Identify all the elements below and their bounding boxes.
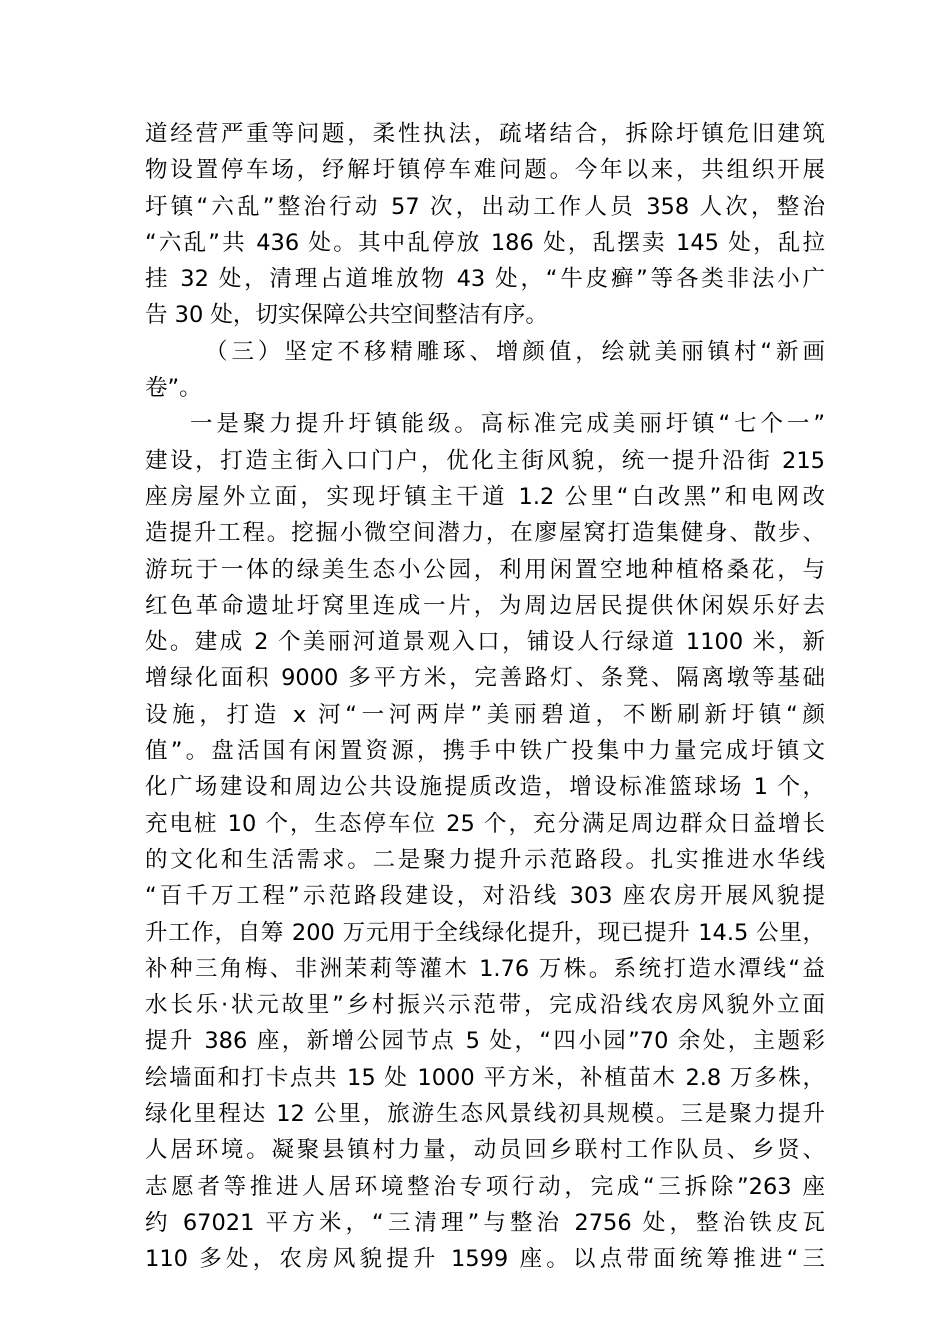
text-line: 化广场建设和周边公共设施提质改造，增设标准篮球场 1 个， [145,774,825,801]
paragraph-1 [145,116,825,334]
text-line: 造提升工程。挖掘小微空间潜力，在廖屋窝打造集健身、散步、 [145,520,825,547]
text-line: 绿化里程达 12 公里，旅游生态风景线初具规模。三是聚力提升 [145,1101,825,1128]
text-line: 座房屋外立面，实现圩镇主干道 1.2 公里“白改黑”和电网改 [145,483,825,510]
text-line: 圩镇“六乱”整治行动 57 次，出动工作人员 358 人次，整治 [145,193,825,220]
text-line: 110 多处，农房风貌提升 1599 座。以点带面统筹推进“三 [145,1246,825,1273]
body-text [145,116,825,1278]
section-heading [145,334,825,407]
text-line: 道经营严重等问题，柔性执法，疏堵结合，拆除圩镇危旧建筑 [145,121,825,147]
text-line: 物设置停车场，纾解圩镇停车难问题。今年以来，共组织开展 [145,157,825,184]
text-line: 的文化和生活需求。二是聚力提升示范路段。扎实推进水华线 [145,846,825,873]
paragraph-3 [145,406,825,1277]
text-line: 建设，打造主街入口门户，优化主街风貌，统一提升沿街 215 [145,447,825,474]
text-line: 值”。盘活国有闲置资源，携手中铁广投集中力量完成圩镇文 [145,738,825,765]
text-line: 志愿者等推进人居环境整治专项行动，完成“三拆除”263 座 [145,1173,825,1200]
text-line: 挂 32 处，清理占道堆放物 43 处，“牛皮癣”等各类非法小广 [145,266,825,293]
text-line: 设施，打造 x 河“一河两岸”美丽碧道，不断刷新圩镇“颜 [145,701,825,728]
text-line: 红色革命遗址圩窝里连成一片，为周边居民提供休闲娱乐好去 [145,592,825,619]
text-line: 提升 386 座，新增公园节点 5 处，“四小园”70 余处，主题彩 [145,1028,825,1055]
text-line: 约 67021 平方米，“三清理”与整治 2756 处，整治铁皮瓦 [145,1209,825,1236]
text-line: 水长乐·状元故里”乡村振兴示范带，完成沿线农房风貌外立面 [145,992,825,1019]
text-line: 增绿化面积 9000 多平方米，完善路灯、条凳、隔离墩等基础 [145,665,825,692]
text-line: 补种三角梅、非洲茉莉等灌木 1.76 万株。系统打造水潭线“益 [145,955,825,982]
text-line: 告 30 处，切实保障公共空间整洁有序。 [145,302,548,329]
text-line: 绘墙面和打卡点共 15 处 1000 平方米，补植苗木 2.8 万多株， [145,1064,825,1091]
text-line: 充电桩 10 个，生态停车位 25 个，充分满足周边群众日益增长 [145,810,825,837]
text-line: 人居环境。凝聚县镇村力量，动员回乡联村工作队员、乡贤、 [145,1137,825,1164]
text-line: 处。建成 2 个美丽河道景观入口，铺设人行绿道 1100 米，新 [145,629,825,656]
text-line: “百千万工程”示范路段建设，对沿线 303 座农房开展风貌提 [145,883,825,910]
text-line: 卷”。 [145,375,202,402]
text-line: “六乱”共 436 处。其中乱停放 186 处，乱摆卖 145 处，乱拉 [145,229,825,256]
text-line: 游玩于一体的绿美生态小公园，利用闲置空地种植格桑花，与 [145,556,825,583]
text-line: 升工作，自筹 200 万元用于全线绿化提升，现已提升 14.5 公里， [145,919,825,946]
text-line: （三）坚定不移精雕琢、增颜值，绘就美丽镇村“新画 [205,338,825,365]
text-line: 一是聚力提升圩镇能级。高标准完成美丽圩镇“七个一” [190,411,825,438]
